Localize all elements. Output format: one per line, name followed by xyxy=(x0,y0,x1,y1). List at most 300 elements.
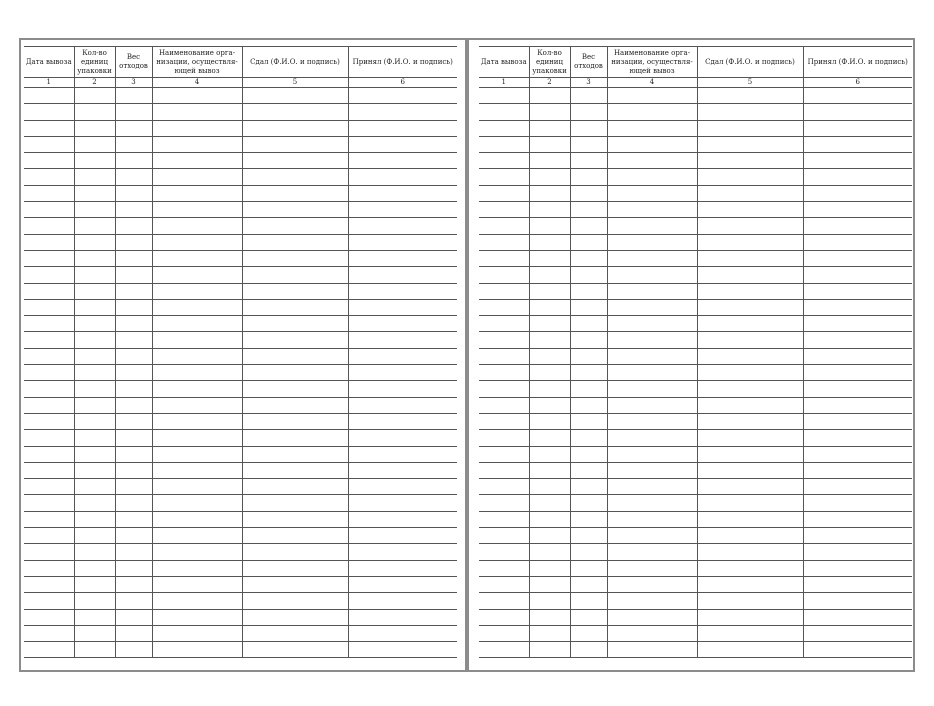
table-cell xyxy=(152,332,242,348)
table-cell xyxy=(697,234,803,250)
table-cell xyxy=(115,250,152,266)
table-cell xyxy=(479,413,529,429)
table-cell xyxy=(24,625,74,641)
table-cell xyxy=(74,136,115,152)
table-cell xyxy=(570,88,607,104)
table-cell xyxy=(803,560,912,576)
table-cell xyxy=(479,576,529,592)
col-header-received: Принял (Ф.И.О. и подпись) xyxy=(348,47,457,78)
table-row xyxy=(24,495,457,511)
table-row xyxy=(24,430,457,446)
table-row xyxy=(479,88,912,104)
table-cell xyxy=(479,495,529,511)
table-cell xyxy=(529,120,570,136)
table-cell xyxy=(529,528,570,544)
table-cell xyxy=(570,397,607,413)
table-cell xyxy=(570,202,607,218)
table-cell xyxy=(348,218,457,234)
table-cell xyxy=(607,153,697,169)
table-cell xyxy=(529,250,570,266)
table-cell xyxy=(529,495,570,511)
table-cell xyxy=(529,234,570,250)
left-page xyxy=(24,46,457,658)
table-cell xyxy=(697,202,803,218)
table-cell xyxy=(570,511,607,527)
table-cell xyxy=(242,528,348,544)
table-row xyxy=(24,576,457,592)
table-cell xyxy=(242,185,348,201)
table-row xyxy=(24,169,457,185)
table-cell xyxy=(24,544,74,560)
table-cell xyxy=(529,397,570,413)
table-cell xyxy=(803,593,912,609)
table-cell xyxy=(529,625,570,641)
journal-spine xyxy=(465,38,469,672)
table-cell xyxy=(24,413,74,429)
table-cell xyxy=(803,169,912,185)
table-row xyxy=(24,381,457,397)
table-cell xyxy=(479,153,529,169)
table-cell xyxy=(242,479,348,495)
table-cell xyxy=(152,511,242,527)
table-cell xyxy=(242,120,348,136)
table-cell xyxy=(803,136,912,152)
table-row xyxy=(479,528,912,544)
table-cell xyxy=(570,446,607,462)
table-cell xyxy=(152,283,242,299)
table-cell xyxy=(152,609,242,625)
table-cell xyxy=(607,625,697,641)
table-cell xyxy=(152,397,242,413)
col-header-date: Дата вывоза xyxy=(479,47,529,78)
table-cell xyxy=(74,267,115,283)
table-cell xyxy=(24,120,74,136)
table-cell xyxy=(24,430,74,446)
table-cell xyxy=(803,528,912,544)
table-cell xyxy=(24,381,74,397)
table-row xyxy=(479,202,912,218)
header-row xyxy=(24,47,457,78)
table-cell xyxy=(803,283,912,299)
table-cell xyxy=(607,495,697,511)
table-row xyxy=(24,397,457,413)
table-cell xyxy=(570,642,607,658)
table-row xyxy=(479,625,912,641)
table-row xyxy=(24,136,457,152)
table-cell xyxy=(24,397,74,413)
table-cell xyxy=(348,348,457,364)
table-cell xyxy=(24,479,74,495)
table-cell xyxy=(115,153,152,169)
table-cell xyxy=(74,88,115,104)
table-cell xyxy=(479,625,529,641)
table-cell xyxy=(348,495,457,511)
table-cell xyxy=(24,136,74,152)
table-cell xyxy=(74,202,115,218)
table-row xyxy=(479,381,912,397)
table-cell xyxy=(348,234,457,250)
table-cell xyxy=(570,495,607,511)
table-cell xyxy=(242,609,348,625)
table-cell xyxy=(570,479,607,495)
table-cell xyxy=(803,250,912,266)
table-cell xyxy=(348,153,457,169)
table-cell xyxy=(24,511,74,527)
table-cell xyxy=(24,593,74,609)
table-cell xyxy=(570,430,607,446)
table-cell xyxy=(607,609,697,625)
table-cell xyxy=(24,153,74,169)
table-cell xyxy=(152,250,242,266)
table-cell xyxy=(803,446,912,462)
table-cell xyxy=(529,560,570,576)
table-cell xyxy=(803,218,912,234)
table-cell xyxy=(607,267,697,283)
table-cell xyxy=(607,544,697,560)
table-cell xyxy=(697,560,803,576)
table-cell xyxy=(529,462,570,478)
table-row xyxy=(24,462,457,478)
table-cell xyxy=(242,88,348,104)
table-cell xyxy=(529,365,570,381)
table-cell xyxy=(570,593,607,609)
table-cell xyxy=(570,234,607,250)
table-cell xyxy=(529,642,570,658)
table-cell xyxy=(803,120,912,136)
table-cell xyxy=(529,104,570,120)
table-cell xyxy=(697,462,803,478)
table-cell xyxy=(607,234,697,250)
table-cell xyxy=(479,332,529,348)
table-cell xyxy=(570,625,607,641)
table-cell xyxy=(570,283,607,299)
table-cell xyxy=(803,430,912,446)
table-cell xyxy=(74,250,115,266)
table-cell xyxy=(479,430,529,446)
col-header-weight: Вес отходов xyxy=(115,47,152,78)
table-cell xyxy=(697,609,803,625)
waste-log-table-left xyxy=(24,46,457,658)
table-cell xyxy=(115,234,152,250)
table-cell xyxy=(697,625,803,641)
table-cell xyxy=(115,397,152,413)
table-cell xyxy=(697,544,803,560)
table-cell xyxy=(24,88,74,104)
table-cell xyxy=(348,462,457,478)
table-row xyxy=(24,593,457,609)
table-cell xyxy=(607,316,697,332)
table-cell xyxy=(152,625,242,641)
table-cell xyxy=(152,446,242,462)
table-cell xyxy=(242,136,348,152)
table-row xyxy=(479,544,912,560)
table-cell xyxy=(152,544,242,560)
table-cell xyxy=(74,462,115,478)
table-cell xyxy=(803,609,912,625)
table-cell xyxy=(242,250,348,266)
table-cell xyxy=(697,332,803,348)
table-cell xyxy=(115,625,152,641)
table-cell xyxy=(479,397,529,413)
table-cell xyxy=(479,120,529,136)
table-cell xyxy=(242,625,348,641)
table-row xyxy=(479,560,912,576)
table-cell xyxy=(529,185,570,201)
table-row xyxy=(24,316,457,332)
table-cell xyxy=(697,88,803,104)
table-row xyxy=(24,642,457,658)
table-cell xyxy=(607,642,697,658)
table-cell xyxy=(74,332,115,348)
table-cell xyxy=(115,576,152,592)
table-cell xyxy=(570,609,607,625)
table-row xyxy=(479,234,912,250)
table-cell xyxy=(479,202,529,218)
table-cell xyxy=(697,267,803,283)
table-cell xyxy=(242,348,348,364)
table-cell xyxy=(74,104,115,120)
table-cell xyxy=(529,316,570,332)
table-cell xyxy=(803,299,912,315)
table-cell xyxy=(479,88,529,104)
table-cell xyxy=(348,528,457,544)
table-cell xyxy=(697,511,803,527)
table-row xyxy=(479,136,912,152)
table-cell xyxy=(607,511,697,527)
table-cell xyxy=(152,430,242,446)
table-row xyxy=(479,348,912,364)
table-row xyxy=(24,202,457,218)
table-cell xyxy=(348,299,457,315)
table-cell xyxy=(74,120,115,136)
table-cell xyxy=(479,316,529,332)
table-cell xyxy=(479,511,529,527)
table-cell xyxy=(152,413,242,429)
table-row xyxy=(479,593,912,609)
table-cell xyxy=(697,593,803,609)
table-row xyxy=(24,413,457,429)
table-cell xyxy=(697,136,803,152)
table-cell xyxy=(607,430,697,446)
col-number: 3 xyxy=(115,78,152,88)
table-cell xyxy=(348,560,457,576)
table-cell xyxy=(607,332,697,348)
table-row xyxy=(24,348,457,364)
table-cell xyxy=(697,430,803,446)
table-row xyxy=(24,283,457,299)
table-cell xyxy=(803,642,912,658)
table-cell xyxy=(74,430,115,446)
table-cell xyxy=(348,381,457,397)
table-cell xyxy=(529,218,570,234)
table-cell xyxy=(803,365,912,381)
table-cell xyxy=(24,299,74,315)
table-cell xyxy=(479,185,529,201)
table-cell xyxy=(570,169,607,185)
table-cell xyxy=(607,528,697,544)
col-number: 4 xyxy=(152,78,242,88)
table-cell xyxy=(529,283,570,299)
table-cell xyxy=(479,642,529,658)
table-cell xyxy=(570,462,607,478)
table-cell xyxy=(115,528,152,544)
table-cell xyxy=(115,462,152,478)
table-cell xyxy=(803,332,912,348)
col-header-handed-over: Сдал (Ф.И.О. и подпись) xyxy=(697,47,803,78)
table-row xyxy=(479,104,912,120)
table-row xyxy=(479,511,912,527)
table-cell xyxy=(74,511,115,527)
column-number-row xyxy=(479,78,912,88)
table-cell xyxy=(529,544,570,560)
table-cell xyxy=(152,528,242,544)
col-header-handed-over: Сдал (Ф.И.О. и подпись) xyxy=(242,47,348,78)
table-cell xyxy=(74,479,115,495)
table-cell xyxy=(242,202,348,218)
table-cell xyxy=(115,316,152,332)
table-cell xyxy=(152,381,242,397)
table-cell xyxy=(24,104,74,120)
table-cell xyxy=(607,593,697,609)
table-cell xyxy=(152,593,242,609)
table-cell xyxy=(570,267,607,283)
table-cell xyxy=(529,609,570,625)
table-cell xyxy=(74,234,115,250)
col-header-organization: Наименование орга-низации, осуществля-ющей вывоз xyxy=(152,47,242,78)
table-cell xyxy=(529,430,570,446)
table-row xyxy=(24,528,457,544)
table-cell xyxy=(74,299,115,315)
table-cell xyxy=(115,136,152,152)
table-cell xyxy=(348,136,457,152)
table-cell xyxy=(24,283,74,299)
table-cell xyxy=(242,218,348,234)
table-row xyxy=(479,332,912,348)
table-cell xyxy=(242,153,348,169)
table-cell xyxy=(74,446,115,462)
table-cell xyxy=(803,479,912,495)
table-cell xyxy=(479,365,529,381)
table-cell xyxy=(348,430,457,446)
col-header-date: Дата вывоза xyxy=(24,47,74,78)
table-cell xyxy=(115,609,152,625)
table-cell xyxy=(242,511,348,527)
table-cell xyxy=(697,316,803,332)
col-number: 6 xyxy=(803,78,912,88)
table-cell xyxy=(74,218,115,234)
table-row xyxy=(24,544,457,560)
table-cell xyxy=(529,446,570,462)
table-cell xyxy=(570,218,607,234)
table-cell xyxy=(242,544,348,560)
table-cell xyxy=(152,642,242,658)
table-cell xyxy=(570,560,607,576)
table-cell xyxy=(570,381,607,397)
table-cell xyxy=(479,169,529,185)
table-cell xyxy=(697,397,803,413)
table-cell xyxy=(242,332,348,348)
table-cell xyxy=(529,511,570,527)
table-cell xyxy=(115,381,152,397)
table-row xyxy=(24,299,457,315)
table-row xyxy=(24,104,457,120)
column-number-row xyxy=(24,78,457,88)
table-cell xyxy=(152,120,242,136)
table-cell xyxy=(152,316,242,332)
table-row xyxy=(24,365,457,381)
table-cell xyxy=(24,202,74,218)
table-cell xyxy=(479,348,529,364)
col-number: 2 xyxy=(529,78,570,88)
table-cell xyxy=(607,218,697,234)
table-cell xyxy=(348,267,457,283)
table-row xyxy=(24,120,457,136)
table-cell xyxy=(152,88,242,104)
table-cell xyxy=(607,104,697,120)
table-cell xyxy=(570,348,607,364)
table-cell xyxy=(74,625,115,641)
table-cell xyxy=(697,120,803,136)
table-cell xyxy=(24,365,74,381)
table-cell xyxy=(348,511,457,527)
table-cell xyxy=(115,511,152,527)
table-cell xyxy=(152,185,242,201)
table-cell xyxy=(152,218,242,234)
table-cell xyxy=(242,316,348,332)
table-cell xyxy=(24,185,74,201)
table-cell xyxy=(803,625,912,641)
table-row xyxy=(479,397,912,413)
table-row xyxy=(24,446,457,462)
table-cell xyxy=(607,250,697,266)
table-cell xyxy=(697,185,803,201)
table-cell xyxy=(242,299,348,315)
table-cell xyxy=(479,283,529,299)
table-cell xyxy=(803,511,912,527)
table-cell xyxy=(74,413,115,429)
table-cell xyxy=(607,283,697,299)
table-cell xyxy=(570,153,607,169)
table-cell xyxy=(607,169,697,185)
table-cell xyxy=(803,544,912,560)
table-cell xyxy=(803,234,912,250)
table-cell xyxy=(348,413,457,429)
table-cell xyxy=(570,365,607,381)
table-cell xyxy=(479,136,529,152)
table-cell xyxy=(803,316,912,332)
table-cell xyxy=(115,185,152,201)
table-cell xyxy=(242,104,348,120)
table-cell xyxy=(115,120,152,136)
table-cell xyxy=(152,136,242,152)
table-cell xyxy=(803,381,912,397)
table-cell xyxy=(152,267,242,283)
table-cell xyxy=(607,136,697,152)
table-row xyxy=(479,576,912,592)
table-cell xyxy=(697,479,803,495)
table-cell xyxy=(607,88,697,104)
table-cell xyxy=(115,202,152,218)
table-row xyxy=(479,218,912,234)
table-cell xyxy=(570,528,607,544)
header-row xyxy=(479,47,912,78)
table-cell xyxy=(74,593,115,609)
table-cell xyxy=(242,381,348,397)
table-cell xyxy=(152,153,242,169)
table-cell xyxy=(803,88,912,104)
table-cell xyxy=(479,250,529,266)
table-cell xyxy=(570,104,607,120)
